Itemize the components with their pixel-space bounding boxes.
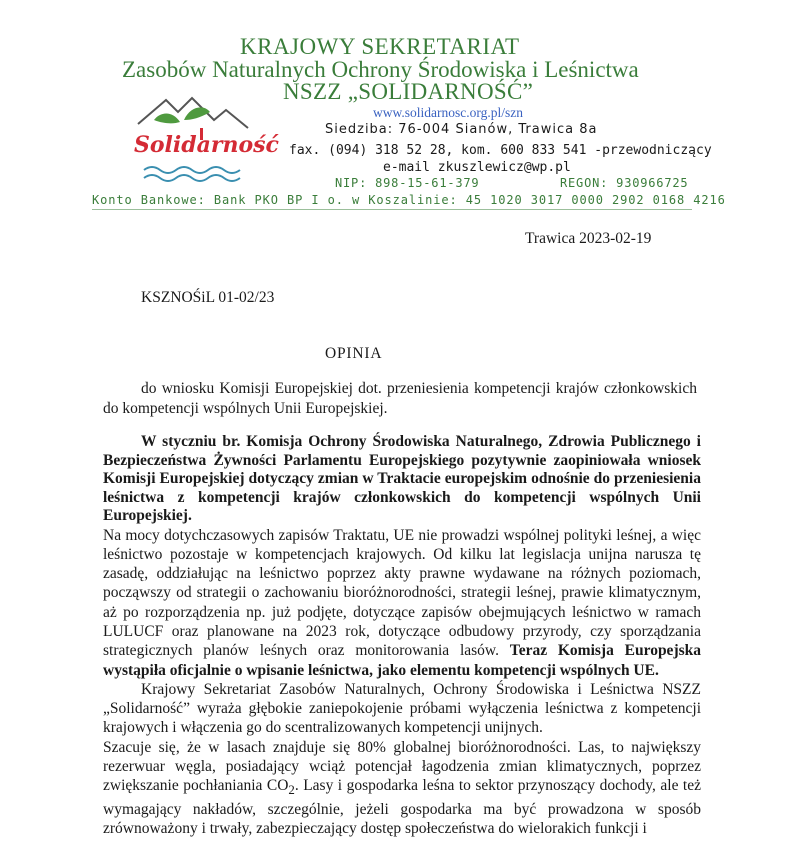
paragraph-4-text-b: . Lasy i gospodarka leśna to sektor przynoszący dochody, ale też wymagający nakładów, szczególnie, jeżeli gospodarka ma być prowadzona w sposób zrównoważony i trwały, zabezpieczający dostęp społeczeństwa do wielorakich funkcji i (103, 777, 701, 838)
document-body (103, 433, 701, 838)
solidarnosc-logo (130, 90, 279, 190)
paragraph-1: W styczniu br. Komisja Ochrony Środowiska Naturalnego, Zdrowia Publicznego i Bezpieczeństwa Żywności Parlamentu Europejskiego pozytywnie zaopiniowała wniosek Komisji Europejskiej dotyczący zmian w Traktacie europejskim odnośnie do przeniesienia leśnictwa z kompetencji krajów członkowskich do kompetencji wspólnych Unii Europejskiej. (103, 433, 701, 524)
letterhead-union-name: NSZZ „SOLIDARNOŚĆ” (283, 79, 534, 104)
document-reference: KSZNOŚiL 01-02/23 (141, 289, 275, 306)
bank-account: Konto Bankowe: Bank PKO BP I o. w Koszalinie: 45 1020 3017 0000 2902 0168 4216 (92, 193, 726, 207)
paragraph-4 (103, 738, 701, 839)
paragraph-3: Krajowy Sekretariat Zasobów Naturalnych, Ochrony Środowiska i Leśnictwa NSZZ „Solidarność” wyraża głębokie zaniepokojenie próbami wyłączenia leśnictwa z kompetencji krajowych i włączenia go do scentralizowanych kompetencji unijnych. (103, 680, 701, 737)
paragraph-2-bold: Teraz Komisja Europejska wystąpiła oficjalnie o wpisanie leśnictwa, jako elementu kompetencji wspólnych UE. (103, 642, 702, 679)
letterhead-title: KRAJOWY SEKRETARIAT (240, 34, 520, 59)
fax-phone: fax. (094) 318 52 28, kom. 600 833 541 -przewodniczący (289, 143, 712, 158)
letterhead-subtitle: Zasobów Naturalnych Ochrony Środowiska i Leśnictwa (122, 57, 639, 82)
document-date: Trawica 2023-02-19 (525, 230, 652, 247)
document-intro: do wniosku Komisji Europejskiej dot. przeniesienia kompetencji krajów członkowskich do kompetencji wspólnych Unii Europejskiej. (103, 380, 697, 417)
email-address[interactable]: e-mail zkuszlewicz@wp.pl (383, 160, 571, 175)
website-link[interactable]: www.solidarnosc.org.pl/szn (373, 105, 523, 120)
co2-subscript: 2 (288, 782, 295, 798)
paragraph-2 (103, 526, 701, 680)
letterhead-divider (92, 209, 692, 210)
regon-number: REGON: 930966725 (560, 176, 689, 190)
seat-address: Siedziba: 76-004 Sianów, Trawica 8a (325, 122, 598, 137)
document-title: OPINIA (325, 345, 383, 362)
paragraph-2-text: Na mocy dotychczasowych zapisów Traktatu, UE nie prowadzi wspólnej polityki leśnej, a więc leśnictwo pozostaje w kompetencjach krajowych. Od kilku lat legislacja unijna narusza tę zasadę, oddziałując na leśnictwo poprzez akty prawne wydawane na różnych poziomach, począwszy od strategii o zachowaniu bioróżnorodności, strategii leśnej, prawie klimatycznym, aż po rozporządzenia np. już podjęte, dotyczące zapisów obejmujących leśnictwo w ramach LULUCF oraz planowane na 2023 rok, dotyczące odbudowy przyrody, czy sporządzania strategicznych planów leśnych oraz monitorowania lasów. (103, 526, 701, 660)
logo-lettering: Solidarność (134, 132, 279, 158)
leaf-icon (154, 107, 210, 123)
nip-number: NIP: 898-15-61-379 (335, 176, 480, 190)
paragraph-4-text-a: Szacuje się, że w lasach znajduje się 80% globalnej bioróżnorodności. Las, to największy rezerwuar węgla, posiadający wciąż potencjał łagodzenia zmian klimatycznych, poprzez zwiększanie pochłaniania CO (103, 738, 701, 795)
